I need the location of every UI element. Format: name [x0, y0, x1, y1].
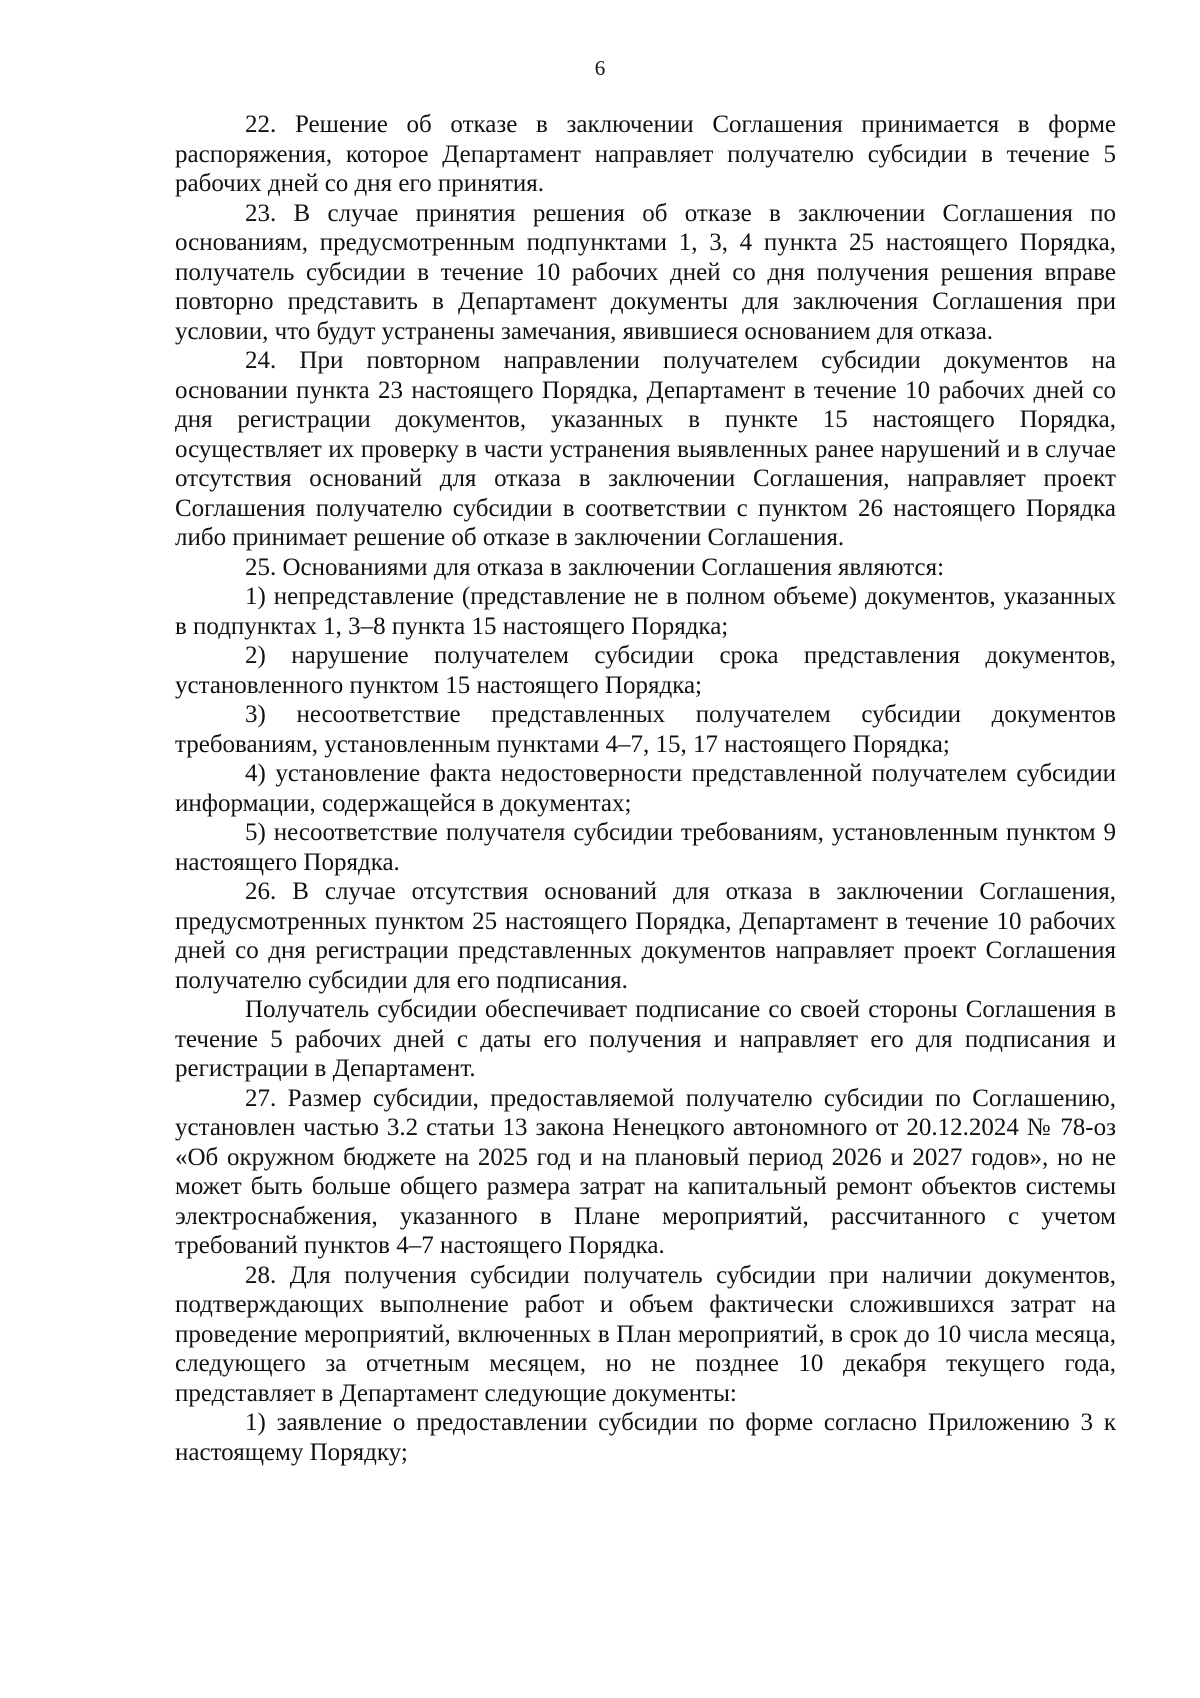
paragraph-22: 22. Решение об отказе в заключении Соглашения принимается в форме распоряжения, которое Департамент направляет получателю субсидии в течение 5 рабочих дней со дня его принятия.: [175, 111, 1116, 197]
paragraph-25-item-5: 5) несоответствие получателя субсидии требованиям, установленным пунктом 9 настоящего Порядка.: [175, 819, 1116, 876]
paragraph-23: 23. В случае принятия решения об отказе в заключении Соглашения по основаниям, предусмотренным подпунктами 1, 3, 4 пункта 25 настоящего Порядка, получатель субсидии в течение 10 рабочих дней со дня получения решения вправе повторно представить в Департамент документы для заключения Соглашения при условии, что будут устранены замечания, явившиеся основанием для отказа.: [175, 199, 1116, 345]
paragraph-28-item-1: 1) заявление о предоставлении субсидии по форме согласно Приложению 3 к настоящему Порядку;: [175, 1409, 1116, 1466]
paragraph-25-item-2: 2) нарушение получателем субсидии срока представления документов, установленного пунктом 15 настоящего Порядка;: [175, 642, 1116, 699]
page-number: 6: [594, 56, 606, 80]
paragraph-25: 25. Основаниями для отказа в заключении Соглашения являются:: [245, 553, 945, 581]
paragraph-27: 27. Размер субсидии, предоставляемой получателю субсидии по Соглашению, установлен частью 3.2 статьи 13 закона Ненецкого автономного от 20.12.2024 № 78-оз «Об окружном бюджете на 2025 год и на плановый период 2026 и 2027 годов», но не может быть больше общего размера затрат на капитальный ремонт объектов системы электроснабжения, указанного в Плане мероприятий, рассчитанного с учетом требований пунктов 4–7 настоящего Порядка.: [175, 1084, 1116, 1259]
paragraph-25-item-3: 3) несоответствие представленных получателем субсидии документов требованиям, установленным пунктами 4–7, 15, 17 настоящего Порядка;: [175, 701, 1116, 758]
paragraph-26-continuation: Получатель субсидии обеспечивает подписание со своей стороны Соглашения в течение 5 рабочих дней с даты его получения и направляет его для подписания и регистрации в Департамент.: [175, 996, 1116, 1082]
paragraph-25-item-4: 4) установление факта недостоверности представленной получателем субсидии информации, содержащейся в документах;: [175, 760, 1116, 817]
paragraph-28: 28. Для получения субсидии получатель субсидии при наличии документов, подтверждающих выполнение работ и объем фактически сложившихся затрат на проведение мероприятий, включенных в План мероприятий, в срок до 10 числа месяца, следующего за отчетным месяцем, но не позднее 10 декабря текущего года, представляет в Департамент следующие документы:: [175, 1261, 1116, 1407]
paragraph-26: 26. В случае отсутствия оснований для отказа в заключении Соглашения, предусмотренных пунктом 25 настоящего Порядка, Департамент в течение 10 рабочих дней со дня регистрации представленных документов направляет проект Соглашения получателю субсидии для его подписания.: [175, 878, 1116, 994]
paragraph-25-item-1: 1) непредставление (представление не в полном объеме) документов, указанных в подпунктах 1, 3–8 пункта 15 настоящего Порядка;: [175, 583, 1116, 640]
document-body: [175, 110, 1116, 1467]
paragraph-24: 24. При повторном направлении получателем субсидии документов на основании пункта 23 настоящего Порядка, Департамент в течение 10 рабочих дней со дня регистрации документов, указанных в пункте 15 настоящего Порядка, осуществляет их проверку в части устранения выявленных ранее нарушений и в случае отсутствия оснований для отказа в заключении Соглашения, направляет проект Соглашения получателю субсидии в соответствии с пунктом 26 настоящего Порядка либо принимает решение об отказе в заключении Соглашения.: [175, 347, 1116, 551]
